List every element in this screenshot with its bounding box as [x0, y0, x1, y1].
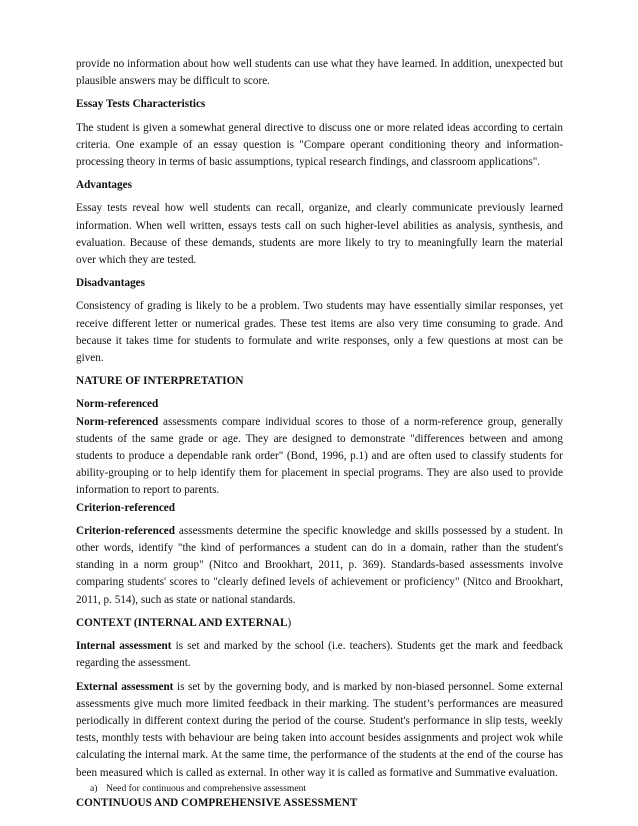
criterion-referenced-heading: Criterion-referenced: [76, 501, 175, 514]
list-marker: a): [90, 782, 98, 794]
disadvantages-paragraph: Consistency of grading is likely to be a problem. Two students may have essentially similar responses, yet receive different letter or numerical grades. These test items are also very time consuming to grade. And because it takes time for students to formulate and write responses, only a few questions at most can be given.: [76, 300, 563, 365]
document-page: [76, 56, 563, 812]
internal-assessment-paragraph: [76, 638, 563, 672]
advantages-paragraph: Essay tests reveal how well students can recall, organize, and clearly communicate previously learned information. When well written, essays tests call on such higher-level abilities as analysis, synthesis, and evaluation. Because of these demands, students are more likely to try to meaningfully learn the material over which they are tested.: [76, 202, 563, 267]
external-assessment-lead: External assessment: [76, 680, 174, 693]
internal-assessment-lead: Internal assessment: [76, 640, 172, 653]
intro-paragraph: provide no information about how well students can use what they have learned. In addition, unexpected but plausible answers may be difficult to score.: [76, 58, 563, 88]
external-assessment-paragraph: [76, 679, 563, 782]
advantages-heading: Advantages: [76, 179, 132, 192]
list-item-text: Need for continuous and comprehensive assessment: [106, 782, 307, 794]
norm-referenced-text: assessments compare individual scores to those of a norm-reference group, generally students of the same grade or age. They are designed to demonstrate "differences between and among students to produce a dependable rank order" (Bond, 1996, p.1) and are often used to classify students for ability-grouping or to help identify them for placement in special programs. They are also used to provide information to report to parents.: [76, 415, 563, 497]
context-heading-text: CONTEXT (INTERNAL AND EXTERNAL: [76, 616, 288, 629]
norm-referenced-lead: Norm-referenced: [76, 415, 159, 428]
norm-referenced-heading: Norm-referenced: [76, 398, 159, 411]
criterion-referenced-paragraph: [76, 523, 563, 609]
cca-heading: CONTINUOUS AND COMPREHENSIVE ASSESSMENT: [76, 796, 358, 809]
norm-referenced-paragraph: [76, 414, 563, 500]
list-item: [90, 782, 563, 795]
context-heading: [76, 615, 563, 632]
essay-paragraph: The student is given a somewhat general directive to discuss one or more related ideas according to certain criteria. One example of an essay question is "Compare operant conditioning theory and information-processing theory in terms of basic assumptions, typical research findings, and classroom applications".: [76, 121, 563, 169]
disadvantages-heading: Disadvantages: [76, 277, 145, 290]
interpretation-heading: NATURE OF INTERPRETATION: [76, 375, 244, 388]
criterion-referenced-text: assessments determine the specific knowledge and skills possessed by a student. In other words, identify "the kind of performances a student can do in a domain, rather than the student's standing in a norm group" (Nitco and Brookhart, 2011, p. 369). Standards-based assessments involve comparing students' scores to "clearly defined levels of achievement or proficiency" (Nitco and Brookhart, 2011, p. 514), such as state or national standards.: [76, 524, 563, 606]
external-assessment-text: is set by the governing body, and is marked by non-biased personnel. Some external assessments give much more limited feedback in their marking. The student’s performances are measured periodically in different context during the period of the course. Student's performance in slip tests, weekly tests, monthly tests with behaviour are being taken into account besides assignments and project wok while calculating the internal mark. At the same time, the performance of the students at the end of the course has been measured which is called as external. In other way it is called as formative and Summative evaluation.: [76, 680, 563, 779]
essay-heading: Essay Tests Characteristics: [76, 98, 206, 111]
criterion-referenced-lead: Criterion-referenced: [76, 524, 175, 537]
internal-assessment-text: is set and marked by the school (i.e. teachers). Students get the mark and feedback regarding the assessment.: [76, 640, 563, 670]
context-heading-close: ): [287, 616, 292, 629]
